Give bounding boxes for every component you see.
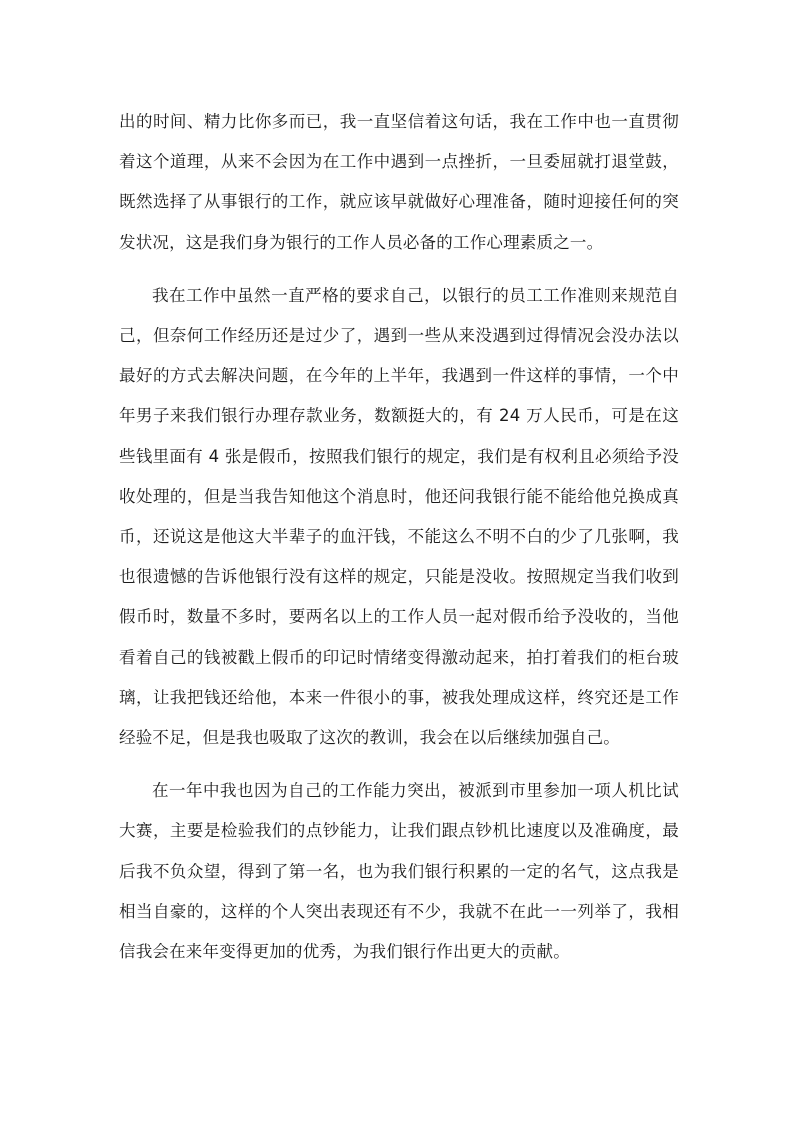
paragraph-2: 我在工作中虽然一直严格的要求自己，以银行的员工工作准则来规范自己，但奈何工作经历还是过少了，遇到一些从来没遇到过得情况会没办法以最好的方式去解决问题，在今年的上半年，我遇到一件这样的事情，一个中年男子来我们银行办理存款业务，数额挺大的，有 24 万人民币，可是在这些钱里面有 4 张是假币，按照我们银行的规定，我们是有权利且必须给予没收处理的，但是当我告知他这个消息时，他还问我银行能不能给他兑换成真币，还说这是他这大半辈子的血汗钱，不能这么不明不白的少了几张啊，我也很遗憾的告诉他银行没有这样的规定，只能是没收。按照规定当我们收到假币时，数量不多时，要两名以上的工作人员一起对假币给予没收的，当他看着自己的钱被戳上假币的印记时情绪变得激动起来，拍打着我们的柜台玻璃，让我把钱还给他，本来一件很小的事，被我处理成这样，终究还是工作经验不足，但是我也吸取了这次的教训，我会在以后继续加强自己。 — [119, 285, 679, 748]
paragraph-1: 出的时间、精力比你多而已，我一直坚信着这句话，我在工作中也一直贯彻着这个道理，从来不会因为在工作中遇到一点挫折，一旦委屈就打退堂鼓，既然选择了从事银行的工作，就应该早就做好心理准备，随时迎接任何的突发状况，这是我们身为银行的工作人员必备的工作心理素质之一。 — [119, 112, 679, 252]
document-body — [119, 102, 679, 972]
paragraph-3: 在一年中我也因为自己的工作能力突出，被派到市里参加一项人机比试大赛，主要是检验我们的点钞能力，让我们跟点钞机比速度以及准确度，最后我不负众望，得到了第一名，也为我们银行积累的一定的名气，这点我是相当自豪的，这样的个人突出表现还有不少，我就不在此一一列举了，我相信我会在来年变得更加的优秀，为我们银行作出更大的贡献。 — [119, 781, 679, 962]
